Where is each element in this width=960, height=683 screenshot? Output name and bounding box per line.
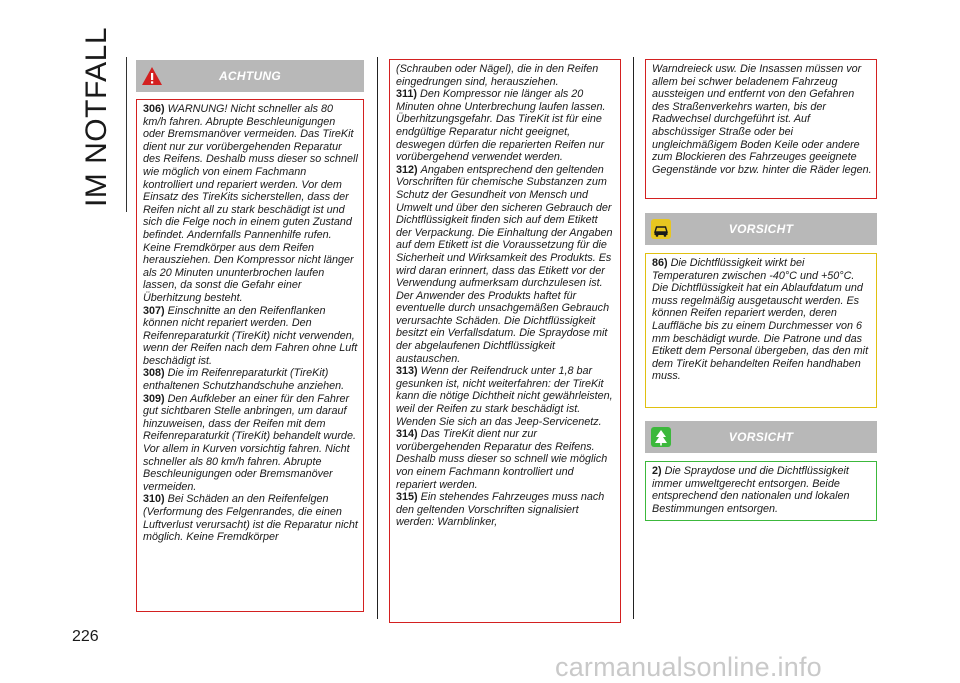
note-text: Bei Schäden an den Reifenfelgen (Verformung des Felgenrandes, die einen Luftverlust verursacht) ist die Reparatur nicht möglich. Keine Fremdkörper [143,493,358,544]
note-number: 86) [652,257,668,269]
note-text: Die im Reifenreparaturkit (TireKit) enthaltenen Schutzhandschuhe anziehen. [143,367,345,393]
note-text: WARNUNG! Nicht schneller als 80 km/h fahren. Abrupte Beschleunigungen oder Bremsmanöver vermeiden. Das TireKit dient nur zur vorübergehenden Reparatur des Reifens. Deshalb muss dieser so schnell wie möglich von einem Fachmann kontrolliert und repariert werden. Vor dem Einsatz des TireKits sicherstellen, dass der Reifen nicht all zu stark beschädigt ist und sich die Felge noch in einem guten Zustand befindet. Andernfalls Pannenhilfe rufen. Keine Fremdkörper aus dem Reifen herausziehen. Den Kompressor nicht länger als 20 Minuten ununterbrochen laufen lassen, da sonst die Gefahr einer Überhitzung besteht. [143,103,358,304]
vorsicht1-paragraphs [652,257,872,383]
note-paragraph [652,63,872,176]
note-paragraph [143,393,359,494]
achtung-box [136,99,364,612]
note-paragraph [396,491,616,529]
right-paragraphs [652,63,872,176]
vorsicht-box-2 [645,461,877,521]
vorsicht2-paragraphs [652,465,872,515]
note-number: 309) [143,392,165,405]
note-text: Ein stehendes Fahrzeuges muss nach den geltenden Vorschriften signalisiert werden: Warnblinker, [396,491,605,529]
note-text: Angaben entsprechend den geltenden Vorschriften für chemische Substanzen zum Schutz der Gesundheit von Mensch und Umwelt und über den sicheren Gebrauch der Dichtflüssigkeit finden sich auf dem Etikett der Verpackung. Die Einhaltung der Angaben auf dem Etikett ist die Voraussetzung für die Sicherheit und Wirksamkeit des Produkts. Es wird daran erinnert, dass das Etikett vor der Verwendung aufmerksam durchzulesen ist. Der Anwender des Produkts haftet für eventuelle durch unsachgemäßen Gebrauch verursachte Schäden. Die Dichtflüssigkeit besitzt ein Verfallsdatum. Die Spraydose mit der abgelaufenen Dichtflüssigkeit austauschen. [396,163,613,365]
middle-warning-box [389,59,621,623]
vorsicht-title-1: VORSICHT [728,222,794,236]
note-paragraph [396,365,616,428]
achtung-title: ACHTUNG [218,69,282,83]
note-paragraph [396,428,616,491]
vorsicht-banner-2 [645,421,877,453]
vorsicht-banner-1 [645,213,877,245]
note-paragraph [396,63,616,88]
note-number: 314) [396,428,418,441]
section-side-title-text: IM NOTFALL [80,26,113,208]
achtung-banner [136,60,364,92]
car-warning-icon [645,213,677,245]
warning-triangle-icon [136,60,168,92]
note-paragraph [396,164,616,366]
note-text: Die Spraydose und die Dichtflüssigkeit immer umweltgerecht entsorgen. Beide entsprechend den nationalen und lokalen Bestimmungen entsorgen. [652,465,850,515]
column-separator-2 [633,57,634,619]
note-number: 313) [396,365,418,378]
note-number: 2) [652,465,662,477]
note-text: Warndreieck usw. Die Insassen müssen vor allem bei schwer beladenem Fahrzeug aussteigen und entfernt von den Gefahren des Straßenverkehrs warten, bis der Radwechsel durchgeführt ist. Auf abschüssiger Straße oder bei ungleichmäßigem Boden Keile oder andere zum Blockieren des Fahrzeuges geeignete Gegenstände vor bzw. hinter die Räder legen. [652,63,872,176]
environment-leaf-icon [645,421,677,453]
note-number: 306) [143,103,165,115]
note-number: 315) [396,491,418,504]
note-text: Die Dichtflüssigkeit wirkt bei Temperaturen zwischen -40°C und +50°C. Die Dichtflüssigkeit hat ein Ablaufdatum und muss regelmäßig ausgetauscht werden. Es können Reifen repariert werden, deren Lauffläche bis zu einem Durchmesser von 6 mm beschädigt wurde. Die Patrone und das Etikett dem Personal übergeben, das den mit dem TireKit behandelten Reifen handhaben muss. [652,257,869,383]
side-title-rule [126,57,127,212]
note-paragraph [652,257,872,383]
note-paragraph [143,103,359,305]
note-text: (Schrauben oder Nägel), die in den Reifen eingedrungen sind, herausziehen. [396,63,599,88]
column-separator-1 [377,57,378,619]
page-number: 226 [72,628,99,645]
note-number: 311) [396,88,418,101]
note-text: Den Aufkleber an einer für den Fahrer gut sichtbaren Stelle anbringen, um darauf hinzuweisen, dass der Reifen mit dem Reifenreparaturkit (TireKit) behandelt wurde. Vor allem in Kurven vorsichtig fahren. Nicht schneller als 80 km/h fahren. Abrupte Beschleunigungen oder Bremsmanöver vermeiden. [143,392,356,493]
note-paragraph [143,493,359,543]
vorsicht-title-2: VORSICHT [728,430,794,444]
note-number: 312) [396,163,418,176]
note-paragraph [143,367,359,392]
note-paragraph [652,465,872,515]
note-number: 310) [143,493,165,506]
right-warning-box [645,59,877,199]
note-number: 308) [143,367,165,380]
section-side-title [68,26,126,208]
watermark-text: carmanualsonline.info [555,652,822,682]
note-text: Einschnitte an den Reifenflanken können nicht repariert werden. Den Reifenreparaturkit (TireKit) nicht verwenden, wenn der Reifen nach dem Fahren ohne Luft beschädigt ist. [143,304,358,367]
achtung-paragraphs [143,103,359,544]
note-text: Den Kompressor nie länger als 20 Minuten ohne Unterbrechung laufen lassen. Überhitzungsgefahr. Das TireKit ist für eine endgültige Reparatur nicht geeignet, deswegen dürfen die reparierten Reifen nur vorübergehend verwendet werden. [396,88,606,164]
vorsicht-box-1 [645,253,877,408]
note-text: Das TireKit dient nur zur vorübergehenden Reparatur des Reifens. Deshalb muss dieser so schnell wie möglich von einem Fachmann kontrolliert und repariert werden. [396,428,608,491]
note-paragraph [143,305,359,368]
note-text: Wenn der Reifendruck unter 1,8 bar gesunken ist, nicht weiterfahren: der TireKit kann die nötige Dichtheit nicht gewährleisten, weil der Reifen zu stark beschädigt ist. Wenden Sie sich an das Jeep-Servicenetz. [396,365,613,428]
note-number: 307) [143,304,165,317]
middle-paragraphs [396,63,616,529]
note-paragraph [396,88,616,164]
